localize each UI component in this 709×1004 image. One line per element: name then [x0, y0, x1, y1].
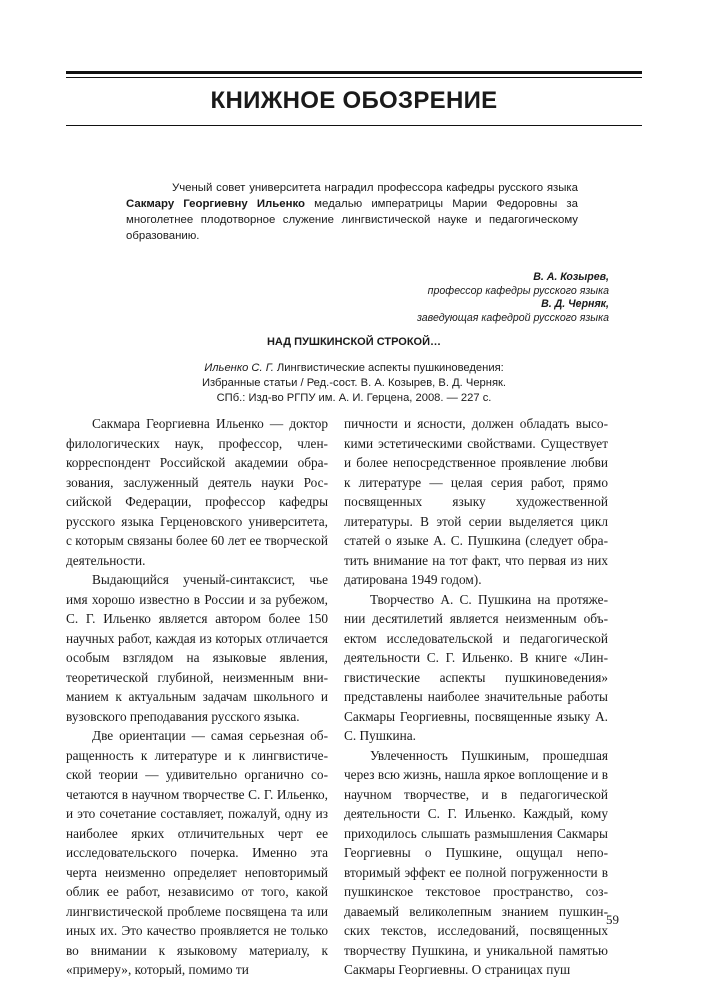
signature-role: профессор кафедры русского языка [427, 284, 609, 297]
paragraph: Выдающийся ученый-синтаксист, чье имя хорошо известно в России и за рубежом, С. Г. Ильенко является автором более 150 научных работ, каждая из которых отличается особым взглядом на языковые явления, теоретической глубиной, неизменным вниманием к актуальным задачам школьного и вузовского преподавания русского языка. [66, 572, 328, 724]
signature-role: заведующая кафедрой русского языка [416, 311, 609, 324]
paragraph: Две ориентации — самая серьезная обращенность к литературе и к лингвистической теории — удивительно органично сочетаются в научном творчестве С. Г. Ильенко, и это сочетание составляет, пожалуй, одну из наиболее ярких отличительных черт ее исследовательского почерка. Именно эта черта неизменно определяет неповторимый облик ее работ, независимо от того, какой лингвистической проблеме посвящена та или иных их. Это качество проявляется не только во внимании к языковому материалу, к «примеру», который, помимо ти [66, 728, 328, 977]
signatures [309, 271, 609, 325]
paragraph: Увлеченность Пушкиным, прошедшая через всю жизнь, нашла яркое воплощение и в научном творчестве, и в педагогической деятельности С. Г. Ильенко. Каждый, кому приходилось слышать размышления Сакмары Георгиевны о Пушкине, ощущал неповторимый эффект ее полной погруженности в пушкинское текстовое пространство, создаваемый великолепным знанием пушкинских текстов, исследований, посвященных творчеству Пушкина, и уникальной памятью Сакмары Георгиевны. О страницах пуш [344, 747, 608, 977]
top-thin-rule [66, 77, 642, 78]
biblio-line: СПб.: Изд-во РГПУ им. А. И. Герцена, 2008. — 227 с. [216, 392, 492, 405]
signature-name: В. А. Козырев, [533, 271, 609, 283]
section-title: КНИЖНОЕ ОБОЗРЕНИЕ [210, 87, 498, 114]
right-text-column [344, 414, 608, 980]
biblio-book-title: Лингвистические аспекты пушкиноведения: [273, 362, 504, 374]
left-text-column [66, 414, 328, 980]
notice-text-after: медалью императрицы Марии Федоровны за многолетнее плодотворное служение лингвистической науке и педагогическому образованию. [126, 198, 578, 242]
bibliographic-reference [126, 361, 582, 407]
biblio-line: Избранные статьи / Ред.-сост. В. А. Козырев, В. Д. Черняк. [201, 377, 506, 390]
title-bottom-rule [66, 125, 642, 126]
signature-name: В. Д. Черняк, [541, 298, 609, 311]
page-number: 59 [606, 912, 619, 927]
award-notice [126, 180, 578, 244]
paragraph: Творчество А. С. Пушкина на протяжении десятилетий является неизменным объектом исследовательской и педагогической деятельности С. Г. Ильенко. В книге «Лингвистические аспекты пушкиноведения» представлены наиболее значительные работы Сакмары Георгиевны, посвященные языку А. С. Пушкина. [344, 591, 608, 743]
review-title: НАД ПУШКИНСКОЙ СТРОКОЙ… [266, 336, 442, 348]
biblio-line [126, 361, 582, 376]
awardee-name: Сакмару Георгиевну Ильенко [126, 198, 306, 210]
biblio-author: Ильенко С. Г. [204, 362, 274, 374]
paragraph: Сакмара Георгиевна Ильенко — доктор филологических наук, профессор, член-корреспондент Российской академии образования, заслуженный деятель науки Российской Федерации, профессор кафедры русского языка Герценовского университета, с которым связаны более 60 лет ее творческой деятельности. [66, 416, 328, 568]
top-thick-rule [66, 71, 642, 74]
paragraph-continued: пичности и ясности, должен обладать высокими эстетическими свойствами. Существует и более непосредственное проявление любви к литературе — целая серия работ, прямо посвященных языку художественной литературы. В этой серии выделяется цикл статей о языке А. С. Пушкина (следует обратить внимание на тот факт, что первая из них датирована 1949 годом). [344, 416, 608, 587]
notice-text-before: Ученый совет университета наградил профессора кафедры русского языка [172, 182, 578, 194]
